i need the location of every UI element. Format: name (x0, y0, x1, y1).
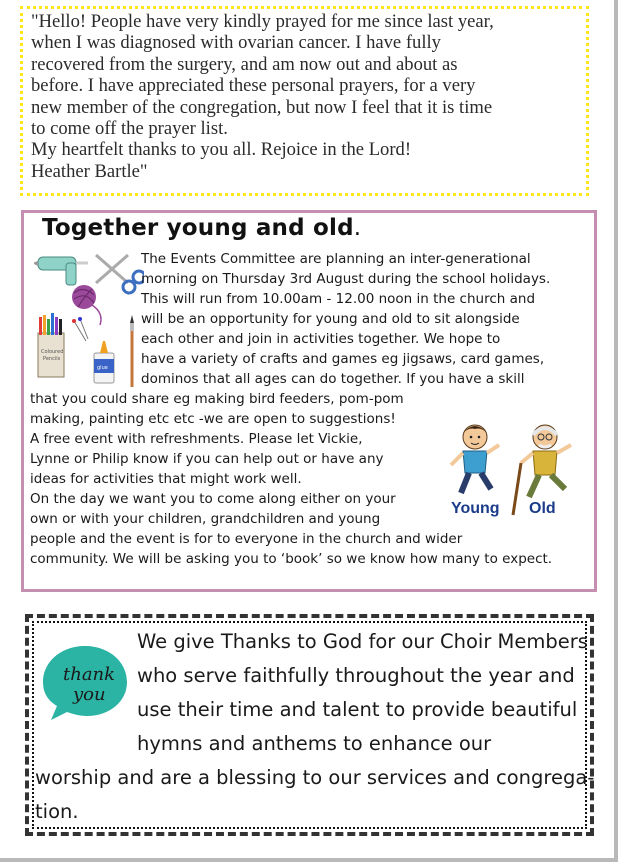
quote-line: recovered from the surgery, and am now out and about as (31, 53, 458, 75)
thanks-line: tion. (35, 800, 79, 823)
thanks-line: worship and are a blessing to our services and congrega- (35, 766, 595, 789)
events-title (42, 215, 361, 241)
paintbrush-icon (130, 315, 134, 387)
events-line: have a variety of crafts and games eg jigsaws, card games, (141, 351, 545, 367)
glue-bottle-icon (94, 341, 114, 383)
events-line: will be an opportunity for young and old to sit alongside (141, 311, 520, 327)
together-young-and-old-box (21, 210, 597, 592)
glue-gun-icon (34, 257, 88, 285)
coloured-pencils-icon (38, 313, 64, 377)
young-child-figure (451, 425, 499, 493)
events-line: each other and join in activities together. We hope to (141, 331, 501, 347)
thanks-line: who serve faithfully throughout the year and (137, 664, 575, 687)
scissors-icon (96, 255, 144, 293)
events-line: The Events Committee are planning an inter-generational (141, 251, 531, 267)
events-line: dominos that all ages can do together. If you have a skill (141, 371, 525, 387)
young-and-old-image (447, 415, 587, 533)
quote-text (31, 11, 591, 182)
bubble-thank: thank (63, 664, 116, 685)
quote-line: before. I have appreciated these personal prayers, for a very (31, 75, 476, 97)
pins-icon (72, 317, 88, 341)
svg-text:glue: glue (97, 365, 108, 371)
quote-line: new member of the congregation, but now I feel that it is time (31, 96, 493, 118)
events-line: This will run from 10.00am - 12.00 noon in the church and (141, 291, 536, 307)
events-title-text: Together young and old (42, 215, 354, 241)
bubble-you: you (73, 684, 106, 705)
thanks-line: hymns and anthems to enhance our (137, 732, 492, 755)
thank-you-bubble-image (39, 642, 131, 722)
thanks-line: use their time and talent to provide beautiful (137, 698, 578, 721)
quote-line: "Hello! People have very kindly prayed for me since last year, (31, 11, 494, 32)
yarn-ball-icon (72, 285, 101, 325)
events-line: Lynne or Philip know if you can help out or have any (30, 451, 384, 467)
events-line: ideas for activities that might work well. (30, 471, 302, 487)
quote-line: My heartfelt thanks to you all. Rejoice in the Lord! (31, 139, 412, 161)
events-line: On the day we want you to come along either on your (30, 491, 396, 507)
events-line: own or with your children, grandchildren and young (30, 511, 381, 527)
events-line: A free event with refreshments. Please let Vickie, (30, 431, 363, 447)
quote-line: to come off the prayer list. (31, 118, 228, 140)
choir-thanks-box (25, 614, 594, 836)
svg-text:Pencils: Pencils (43, 356, 61, 362)
crafts-supplies-image (34, 249, 144, 391)
prayer-thanks-quote-box (20, 6, 589, 196)
quote-line: when I was diagnosed with ovarian cancer. I have fully (31, 32, 441, 54)
events-line: people and the event is for to everyone in the church and wider (30, 531, 463, 547)
events-line: morning on Thursday 3rd August during the school holidays. (141, 271, 551, 287)
thanks-line: We give Thanks to God for our Choir Members (137, 630, 588, 653)
events-line: that you could share eg making bird feeders, pom-pom (30, 391, 404, 407)
svg-text:Coloured: Coloured (41, 349, 64, 355)
events-title-dot: . (353, 215, 362, 241)
events-line: making, painting etc etc -we are open to suggestions! (30, 411, 396, 427)
quote-line: Heather Bartle" (31, 160, 148, 182)
young-label: Young (451, 500, 500, 517)
old-label: Old (529, 500, 556, 517)
events-line: community. We will be asking you to ‘book’ so we know how many to expect. (30, 551, 553, 567)
